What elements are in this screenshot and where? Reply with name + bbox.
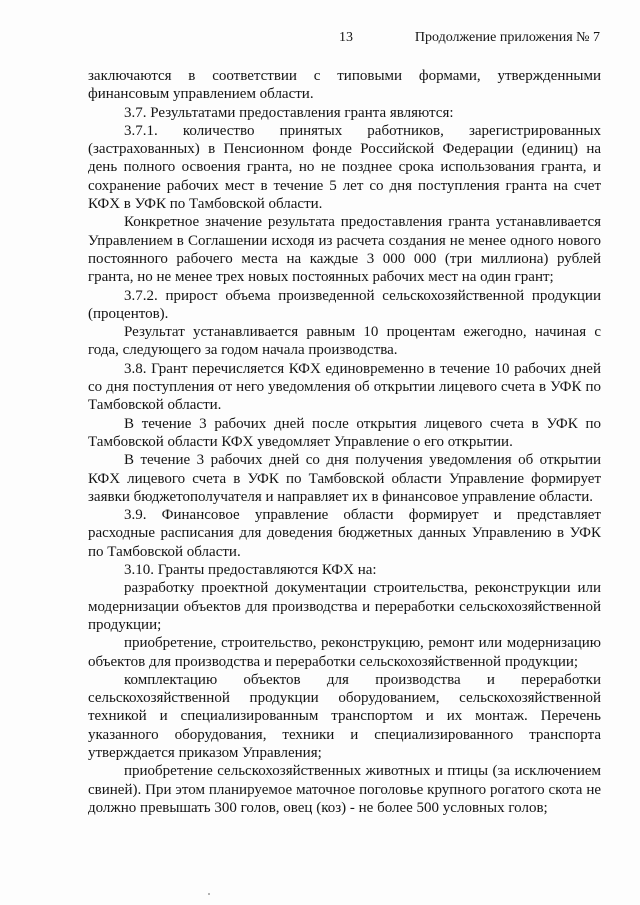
page-number: 13 <box>339 30 353 45</box>
paragraph: 3.9. Финансовое управление области формирует и представляет расходные расписания для доведения бюджетных данных Управлению в УФК по Тамбовской области. <box>88 507 601 560</box>
paragraph: 3.7.1. количество принятых работников, зарегистрированных (застрахованных) в Пенсионном фонде Российской Федерации (единиц) на день полного освоения гранта, но не позднее срока использования гранта, и сохранение рабочих мест в течение 5 лет со дня поступления гранта на счет КФХ в УФК по Тамбовской области. <box>88 122 601 213</box>
paragraph: Конкретное значение результата предоставления гранта устанавливается Управлением в Соглашении исходя из расчета создания не менее одного нового постоянного рабочего места на каждые 3 000 000 (три миллиона) рублей гранта, но не менее трех новых постоянных рабочих мест на один грант; <box>88 214 601 286</box>
paragraph: комплектацию объектов для производства и переработки сельскохозяйственной продукции оборудованием, сельскохозяйственной техникой и специализированным транспортом и их монтаж. Перечень указанного оборудования, техники и специализированного транспорта утверждается приказом Управления; <box>88 671 601 761</box>
paragraph: Результат устанавливается равным 10 процентам ежегодно, начиная с года, следующего за годом начала производства. <box>88 324 601 359</box>
scan-artifact <box>208 893 210 895</box>
paragraph: приобретение сельскохозяйственных животных и птицы (за исключением свиней). При этом планируемое маточное поголовье крупного рогатого скота не должно превышать 300 голов, овец (коз) - не более 500 условных голов; <box>88 763 601 816</box>
paragraph: В течение 3 рабочих дней со дня получения уведомления об открытии КФХ лицевого счета в УФК по Тамбовской области Управление формирует заявки бюджетополучателя и направляет их в финансовое управление области. <box>88 452 601 505</box>
paragraph: разработку проектной документации строительства, реконструкции или модернизации объектов для производства и переработки сельскохозяйственной продукции; <box>88 580 601 633</box>
paragraph: заключаются в соответствии с типовыми формами, утвержденными финансовым управлением области. <box>88 68 601 103</box>
paragraph: 3.7. Результатами предоставления гранта являются: <box>124 104 454 121</box>
paragraph: приобретение, строительство, реконструкцию, ремонт или модернизацию объектов для производства и переработки сельскохозяйственной продукции; <box>88 635 601 670</box>
document-body <box>88 67 601 817</box>
paragraph: 3.10. Гранты предоставляются КФХ на: <box>124 562 377 579</box>
appendix-continuation-note: Продолжение приложения № 7 <box>414 30 600 45</box>
paragraph: 3.7.2. прирост объема произведенной сельскохозяйственной продукции (процентов). <box>88 287 601 322</box>
paragraph: В течение 3 рабочих дней после открытия лицевого счета в УФК по Тамбовской области КФХ уведомляет Управление о его открытии. <box>88 415 601 450</box>
paragraph: 3.8. Грант перечисляется КФХ единовременно в течение 10 рабочих дней со дня поступления от него уведомления об открытии лицевого счета в УФК по Тамбовской области. <box>88 360 601 414</box>
